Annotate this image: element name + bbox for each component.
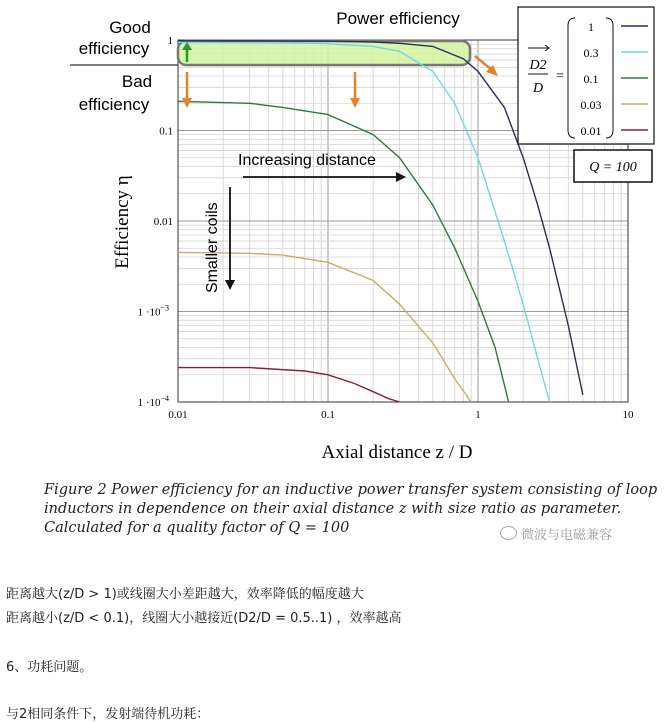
caption-line-3: Calculated for a quality factor of Q = 100	[44, 520, 350, 536]
body-paragraph-3: 6、功耗问题。	[6, 660, 93, 675]
legend-value-2: 0.1	[583, 72, 599, 86]
legend-value-3: 0.03	[580, 98, 602, 112]
y-tick-label-3: $1 \cdot 10^{-3}$	[137, 303, 169, 319]
chart-title: Power efficiency	[336, 9, 460, 28]
legend-value-4: 0.01	[580, 124, 602, 138]
smaller-coils-label: Smaller coils	[204, 202, 221, 293]
increasing-distance-label: Increasing distance	[238, 152, 376, 169]
body-paragraph-4: 与2相同条件下，发射端待机功耗：	[6, 707, 210, 722]
y-tick-label-4: $1 \cdot 10^{-4}$	[137, 394, 169, 409]
x-axis-label: Axial distance z / D	[321, 442, 473, 463]
x-tick-label-0: 0.01	[168, 409, 188, 421]
legend-value-1: 0.3	[583, 46, 599, 60]
legend-equals: =	[556, 69, 564, 84]
bad-label: Bad	[121, 72, 153, 91]
y-tick-label-2: 0.01	[153, 216, 173, 228]
good-efficiency-band	[178, 41, 470, 65]
body-paragraph-1: 距离越大(z/D > 1)或线圈大小差距越大，效率降低的幅度越大	[6, 587, 364, 602]
quality-factor-label: Q = 100	[589, 160, 637, 175]
wechat-icon	[500, 526, 517, 540]
good-efficiency-label: efficiency	[78, 39, 150, 58]
x-tick-label-1: 0.1	[321, 409, 335, 421]
legend-ratio-denominator: D	[532, 81, 544, 96]
watermark	[500, 524, 612, 543]
good-label: Good	[109, 18, 151, 37]
legend-value-0: 1	[588, 20, 594, 34]
y-axis-label: Efficiency η	[112, 175, 133, 269]
body-paragraph-2: 距离越小(z/D < 0.1)，线圈大小越接近(D2/D = 0.5..1) ，效率越高	[6, 611, 402, 626]
legend	[518, 7, 654, 144]
x-tick-label-2: 1	[475, 409, 481, 421]
y-tick-label-0: 1	[167, 35, 173, 47]
legend-ratio-numerator: D2	[529, 58, 547, 73]
y-tick-label-1: 0.1	[159, 125, 173, 138]
caption-line-1: Figure 2 Power efficiency for an inductive power transfer system consisting of loop	[44, 482, 658, 498]
caption-line-2: inductors in dependence on their axial distance z with size ratio as parameter.	[44, 501, 622, 517]
watermark-text: 微波与电磁兼容	[521, 528, 613, 543]
quality-factor-box	[574, 150, 652, 182]
bad-efficiency-label: efficiency	[78, 95, 150, 114]
x-tick-label-3: 10	[622, 409, 634, 421]
